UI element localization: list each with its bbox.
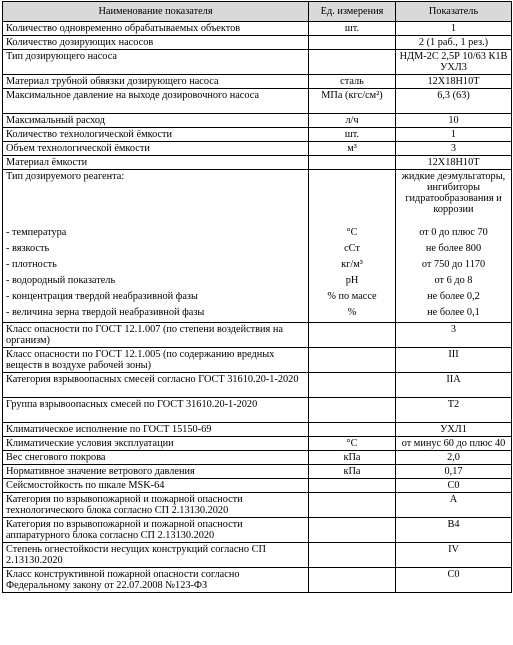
- table-row: [3, 323, 512, 348]
- row-value: от минус 60 до плюс 40: [396, 437, 512, 451]
- row-value: 12Х18Н10Т: [396, 156, 512, 170]
- reagent-row: [3, 170, 512, 323]
- table-row: [3, 479, 512, 493]
- row-unit: шт.: [309, 22, 396, 36]
- row-name: Класс конструктивной пожарной опасности согласно Федеральному закону от 22.07.2008 №123-ФЗ: [3, 568, 309, 593]
- reagent-value-cell: [396, 170, 512, 323]
- table-row: [3, 156, 512, 170]
- table-row: [3, 518, 512, 543]
- row-value: III: [396, 348, 512, 373]
- table-row: [3, 373, 512, 398]
- row-name: Максимальный расход: [3, 114, 309, 128]
- row-name: Класс опасности по ГОСТ 12.1.005 (по содержанию вредных веществ в воздухе рабочей зоны): [3, 348, 309, 373]
- row-value: 2 (1 раб., 1 рез.): [396, 36, 512, 50]
- table-row: [3, 348, 512, 373]
- param-name: - плотность: [6, 259, 57, 270]
- row-value: 3: [396, 323, 512, 348]
- row-unit: кПа: [309, 465, 396, 479]
- row-name: Материал трубной обвязки дозирующего насоса: [3, 75, 309, 89]
- row-unit: [309, 568, 396, 593]
- row-value: А: [396, 493, 512, 518]
- row-name: Материал ёмкости: [3, 156, 309, 170]
- table-row: [3, 451, 512, 465]
- row-value: 6,3 (63): [396, 89, 512, 114]
- row-name: Климатическое исполнение по ГОСТ 15150-69: [3, 423, 309, 437]
- row-unit: [309, 543, 396, 568]
- param-value: от 0 до плюс 70: [419, 227, 488, 238]
- row-value: 2,0: [396, 451, 512, 465]
- row-name: Количество дозирующих насосов: [3, 36, 309, 50]
- row-unit: МПа (кгс/см²): [309, 89, 396, 114]
- table-row: [3, 75, 512, 89]
- table-row: [3, 36, 512, 50]
- row-unit: шт.: [309, 128, 396, 142]
- row-value: 0,17: [396, 465, 512, 479]
- table-row: [3, 423, 512, 437]
- table-row: [3, 114, 512, 128]
- table-row: [3, 568, 512, 593]
- table-row: [3, 398, 512, 423]
- param-unit: сСт: [344, 243, 360, 254]
- reagent-type-value: жидкие деэмульгаторы, ингибиторы гидратообразования и коррозии: [401, 171, 506, 215]
- row-name: Вес снегового покрова: [3, 451, 309, 465]
- row-name: Тип дозирующего насоса: [3, 50, 309, 75]
- param-name: - температура: [6, 227, 67, 238]
- row-value: С0: [396, 479, 512, 493]
- param-unit: °С: [346, 227, 358, 238]
- row-name: Степень огнестойкости несущих конструкций согласно СП 2.13130.2020: [3, 543, 309, 568]
- header-value: Показатель: [396, 2, 512, 22]
- header-row: [3, 2, 512, 22]
- specification-table: [2, 1, 512, 593]
- row-name: Количество технологической ёмкости: [3, 128, 309, 142]
- row-unit: [309, 493, 396, 518]
- table-row: [3, 142, 512, 156]
- reagent-unit-cell: [309, 170, 396, 323]
- param-name: - величина зерна твердой неабразивной фазы: [6, 307, 205, 318]
- header-name: Наименование показателя: [3, 2, 309, 22]
- row-unit: [309, 423, 396, 437]
- row-unit: °С: [309, 437, 396, 451]
- row-unit: кПа: [309, 451, 396, 465]
- param-name: - водородный показатель: [6, 275, 116, 286]
- row-value: 3: [396, 142, 512, 156]
- row-unit: [309, 36, 396, 50]
- row-name: Максимальное давление на выходе дозировочного насоса: [3, 89, 309, 114]
- param-value: от 750 до 1170: [421, 259, 486, 270]
- param-unit: %: [347, 307, 357, 318]
- reagent-type-label: Тип дозируемого реагента:: [6, 171, 125, 182]
- row-unit: [309, 50, 396, 75]
- row-name: Группа взрывоопасных смесей по ГОСТ 31610.20-1-2020: [3, 398, 309, 423]
- row-value: НДМ-2С 2,5Р 10/63 К1В УХЛ3: [396, 50, 512, 75]
- table-row: [3, 22, 512, 36]
- param-name: - вязкость: [6, 243, 50, 254]
- row-name: Категория взрывоопасных смесей согласно ГОСТ 31610.20-1-2020: [3, 373, 309, 398]
- param-unit: pH: [345, 275, 359, 286]
- row-unit: [309, 518, 396, 543]
- row-value: 10: [396, 114, 512, 128]
- row-unit: м³: [309, 142, 396, 156]
- row-unit: [309, 479, 396, 493]
- row-value: В4: [396, 518, 512, 543]
- row-unit: [309, 373, 396, 398]
- param-value: от 6 до 8: [434, 275, 473, 286]
- param-unit: кг/м³: [341, 259, 363, 270]
- row-unit: [309, 323, 396, 348]
- row-unit: [309, 156, 396, 170]
- row-unit: сталь: [309, 75, 396, 89]
- row-value: С0: [396, 568, 512, 593]
- reagent-name-cell: [3, 170, 309, 323]
- param-value: не более 800: [425, 243, 482, 254]
- row-name: Климатические условия эксплуатации: [3, 437, 309, 451]
- row-value: Т2: [396, 398, 512, 423]
- row-name: Нормативное значение ветрового давления: [3, 465, 309, 479]
- table-row: [3, 128, 512, 142]
- param-unit: % по массе: [327, 291, 377, 302]
- row-value: УХЛ1: [396, 423, 512, 437]
- row-unit: [309, 348, 396, 373]
- param-value: не более 0,1: [427, 307, 480, 318]
- table-row: [3, 437, 512, 451]
- table-row: [3, 50, 512, 75]
- table-row: [3, 465, 512, 479]
- header-unit: Ед. измерения: [309, 2, 396, 22]
- row-name: Объем технологической ёмкости: [3, 142, 309, 156]
- row-value: 1: [396, 128, 512, 142]
- row-name: Сейсмостойкость по шкале MSK-64: [3, 479, 309, 493]
- row-value: 1: [396, 22, 512, 36]
- row-name: Класс опасности по ГОСТ 12.1.007 (по степени воздействия на организм): [3, 323, 309, 348]
- param-value: не более 0,2: [427, 291, 480, 302]
- row-value: IIA: [396, 373, 512, 398]
- row-unit: [309, 398, 396, 423]
- param-name: - концентрация твердой неабразивной фазы: [6, 291, 198, 302]
- row-value: 12Х18Н10Т: [396, 75, 512, 89]
- table-row: [3, 543, 512, 568]
- row-name: Количество одновременно обрабатываемых объектов: [3, 22, 309, 36]
- row-value: IV: [396, 543, 512, 568]
- table-row: [3, 89, 512, 114]
- row-name: Категория по взрывопожарной и пожарной опасности технологического блока согласно СП 2.13130.2020: [3, 493, 309, 518]
- row-name: Категория по взрывопожарной и пожарной опасности аппаратурного блока согласно СП 2.13130.2020: [3, 518, 309, 543]
- table-row: [3, 493, 512, 518]
- row-unit: л/ч: [309, 114, 396, 128]
